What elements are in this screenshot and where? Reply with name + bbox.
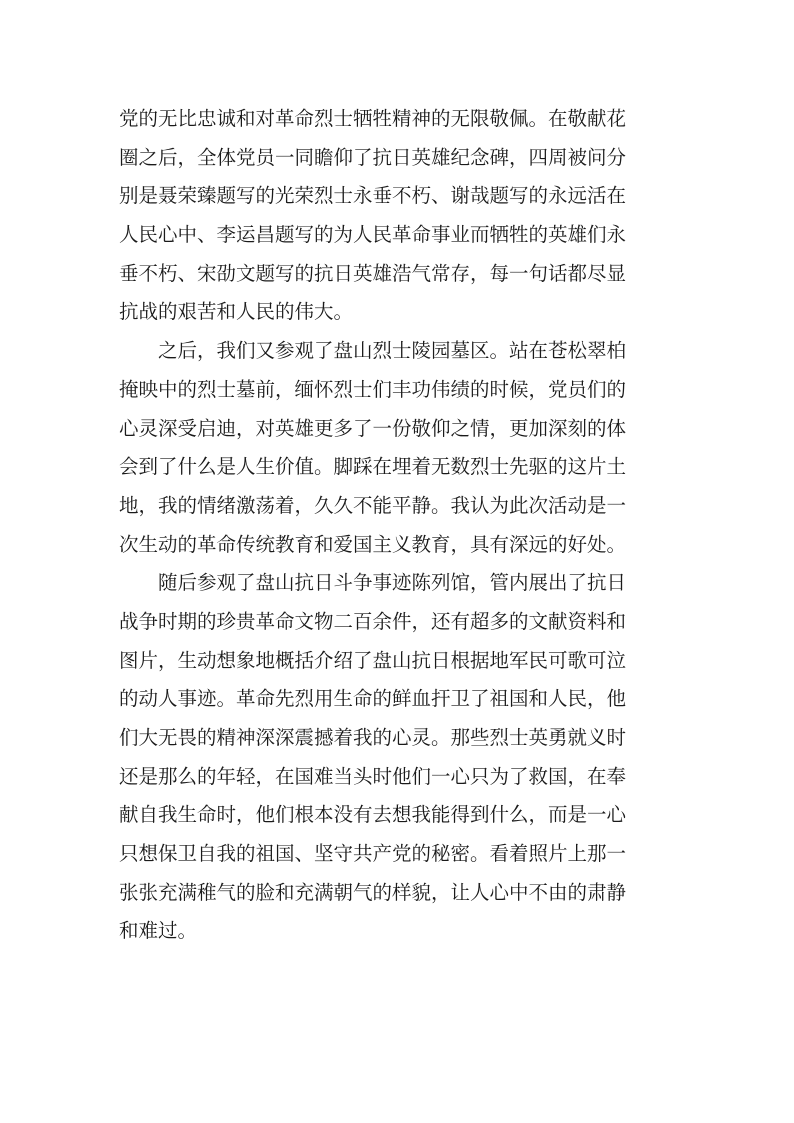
text-line: 抗战的艰苦和人民的伟大。: [119, 300, 354, 324]
text-line: 别是聂荣臻题写的光荣烈士永垂不朽、谢哉题写的永远活在: [119, 184, 627, 208]
text-line: 张张充满稚气的脸和充满朝气的样貌，让人心中不由的肃静: [119, 880, 627, 904]
text-line: 人民心中、李运昌题写的为人民革命事业而牺牲的英雄们永: [119, 223, 627, 247]
text-line: 只想保卫自我的祖国、坚守共产党的秘密。看着照片上那一: [119, 842, 627, 866]
text-line: 的动人事迹。革命先烈用生命的鲜血扞卫了祖国和人民，他: [119, 687, 627, 711]
text-line: 和难过。: [119, 919, 198, 943]
text-line: 垂不朽、宋劭文题写的抗日英雄浩气常存，每一句话都尽显: [119, 261, 627, 285]
text-line: 地，我的情绪激荡着，久久不能平静。我认为此次活动是一: [119, 493, 627, 517]
text-line: 心灵深受启迪，对英雄更多了一份敬仰之情，更加深刻的体: [119, 416, 627, 440]
text-line: 战争时期的珍贵革命文物二百余件，还有超多的文献资料和: [119, 609, 627, 633]
text-line: 图片，生动想象地概括介绍了盘山抗日根据地军民可歌可泣: [119, 648, 627, 672]
text-line: 们大无畏的精神深深震撼着我的心灵。那些烈士英勇就义时: [119, 726, 627, 749]
text-line: 随后参观了盘山抗日斗争事迹陈列馆，管内展出了抗日: [158, 571, 627, 595]
text-line: 会到了什么是人生价值。脚踩在埋着无数烈士先驱的这片土: [119, 455, 627, 479]
body-text: [119, 100, 679, 951]
text-line: 之后，我们又参观了盘山烈士陵园墓区。站在苍松翠柏: [158, 339, 627, 363]
text-line: 掩映中的烈士墓前，缅怀烈士们丰功伟绩的时候，党员们的: [119, 377, 627, 401]
text-line: 次生动的革命传统教育和爱国主义教育，具有深远的好处。: [119, 532, 627, 556]
text-line: 党的无比忠诚和对革命烈士牺牲精神的无限敬佩。在敬献花: [119, 107, 627, 130]
text-line: 还是那么的年轻，在国难当头时他们一心只为了救国，在奉: [119, 764, 627, 788]
text-line: 献自我生命时，他们根本没有去想我能得到什么，而是一心: [119, 803, 627, 827]
text-line: 圈之后，全体党员一同瞻仰了抗日英雄纪念碑，四周被问分: [119, 145, 627, 169]
